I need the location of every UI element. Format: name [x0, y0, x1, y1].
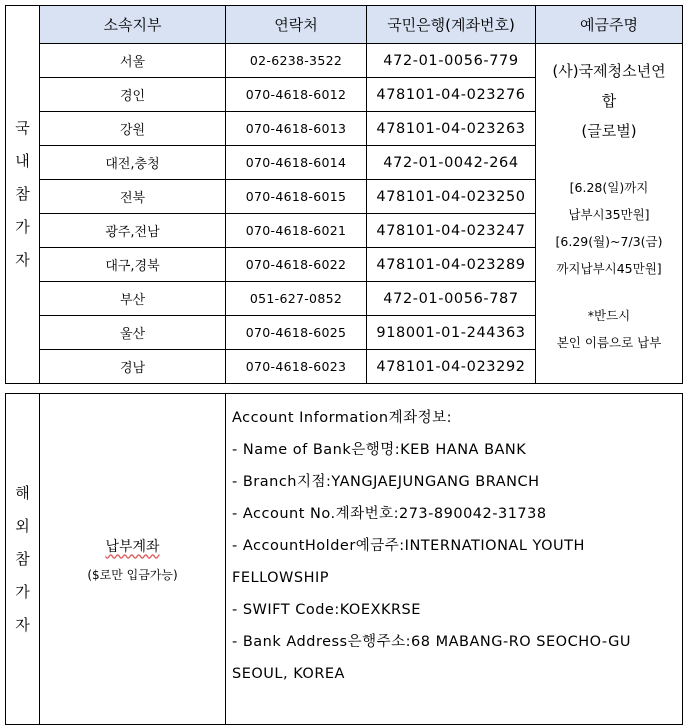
group-char: 자	[15, 251, 30, 269]
branch-cell: 광주,전남	[40, 214, 226, 248]
branch-cell: 대전,충청	[40, 146, 226, 180]
header-holder: 예금주명	[536, 6, 683, 44]
info-line: - Name of Bank은행명:KEB HANA BANK	[232, 442, 527, 458]
note-line: *반드시	[587, 308, 631, 323]
info-line: - Bank Address은행주소:68 MABANG-RO SEOCHO-GU	[232, 634, 632, 650]
branch-cell: 경인	[40, 78, 226, 112]
info-line: SEOUL, KOREA	[232, 666, 345, 682]
info-line: Account Information계좌정보:	[232, 410, 453, 426]
holder-name-line: (사)국제청소년연	[552, 62, 666, 80]
group-char: 가	[15, 218, 30, 236]
account-cell: 478101-04-023292	[367, 350, 536, 384]
overseas-group-label	[6, 394, 40, 725]
overseas-row	[6, 394, 683, 725]
header-branch: 소속지부	[40, 6, 226, 44]
branch-cell: 부산	[40, 282, 226, 316]
header-contact: 연락처	[226, 6, 367, 44]
account-cell: 472-01-0056-779	[367, 44, 536, 78]
info-line: - Branch지점:YANGJAEJUNGANG BRANCH	[232, 474, 540, 490]
payment-title: 납부계좌	[105, 538, 160, 555]
account-cell: 478101-04-023276	[367, 78, 536, 112]
group-char: 자	[15, 615, 30, 634]
domestic-table	[5, 5, 683, 384]
overseas-table	[5, 393, 683, 725]
payment-account-cell	[40, 394, 226, 725]
info-line: - SWIFT Code:KOEXKRSE	[232, 602, 421, 618]
header-account: 국민은행(계좌번호)	[367, 6, 536, 44]
deadline-line: [6.28(일)까지	[569, 180, 649, 195]
group-char: 외	[15, 516, 30, 535]
info-line: - AccountHolder예금주:INTERNATIONAL YOUTH	[232, 538, 585, 554]
group-char: 참	[15, 549, 30, 568]
branch-cell: 전북	[40, 180, 226, 214]
group-char: 가	[15, 582, 30, 601]
info-line: FELLOWSHIP	[232, 570, 330, 586]
account-cell: 918001-01-244363	[367, 316, 536, 350]
phone-cell: 070-4618-6014	[226, 146, 367, 180]
payment-note: ($로만 입금가능)	[87, 567, 178, 582]
group-char: 국	[15, 119, 30, 137]
holder-name-line: 합	[601, 92, 617, 110]
account-cell: 478101-04-023247	[367, 214, 536, 248]
holder-cell	[536, 44, 683, 384]
deadline-line: [6.29(월)~7/3(금)	[555, 234, 663, 249]
branch-cell: 강원	[40, 112, 226, 146]
phone-cell: 070-4618-6021	[226, 214, 367, 248]
group-char: 내	[15, 152, 30, 170]
account-cell: 478101-04-023250	[367, 180, 536, 214]
phone-cell: 070-4618-6023	[226, 350, 367, 384]
holder-name-line: (글로벌)	[581, 122, 637, 140]
group-char: 참	[15, 185, 30, 203]
branch-cell: 대구,경북	[40, 248, 226, 282]
account-cell: 478101-04-023289	[367, 248, 536, 282]
info-line: - Account No.계좌번호:273-890042-31738	[232, 506, 547, 522]
group-char: 해	[15, 483, 30, 502]
deadline-line: 까지납부시45만원]	[556, 261, 662, 276]
deadline-line: 납부시35만원]	[568, 207, 650, 222]
account-cell: 478101-04-023263	[367, 112, 536, 146]
phone-cell: 02-6238-3522	[226, 44, 367, 78]
phone-cell: 051-627-0852	[226, 282, 367, 316]
phone-cell: 070-4618-6015	[226, 180, 367, 214]
account-cell: 472-01-0056-787	[367, 282, 536, 316]
phone-cell: 070-4618-6013	[226, 112, 367, 146]
branch-cell: 서울	[40, 44, 226, 78]
domestic-group-label	[6, 6, 40, 384]
header-row	[6, 6, 683, 44]
account-cell: 472-01-0042-264	[367, 146, 536, 180]
phone-cell: 070-4618-6022	[226, 248, 367, 282]
branch-cell: 울산	[40, 316, 226, 350]
note-line: 본인 이름으로 납부	[556, 335, 662, 350]
phone-cell: 070-4618-6025	[226, 316, 367, 350]
branch-cell: 경남	[40, 350, 226, 384]
phone-cell: 070-4618-6012	[226, 78, 367, 112]
account-info-cell	[226, 394, 683, 725]
table-row	[6, 44, 683, 78]
